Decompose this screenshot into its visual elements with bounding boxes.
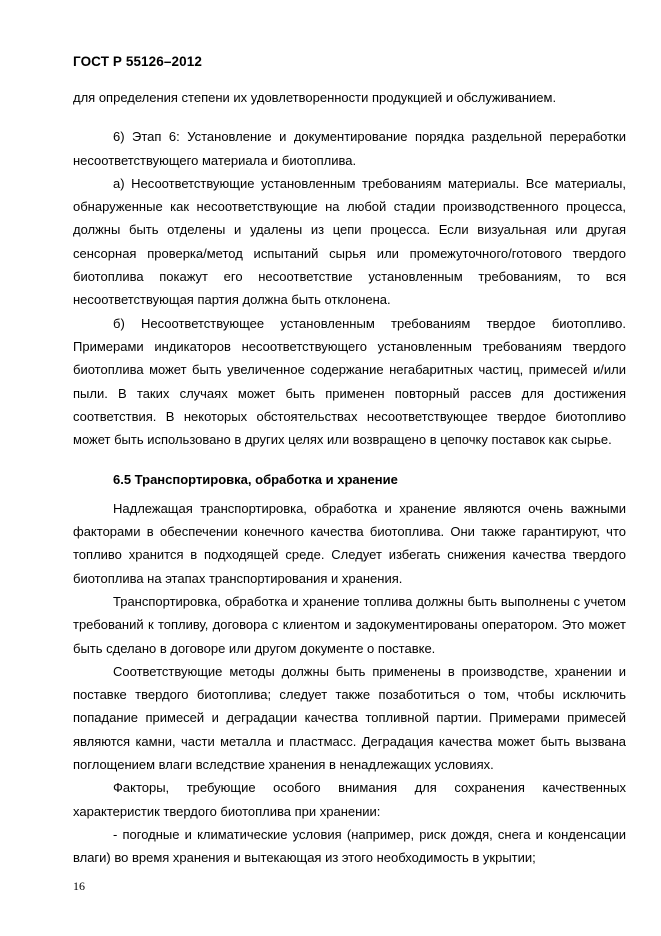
paragraph-continuation: для определения степени их удовлетворенности продукцией и обслуживанием. bbox=[73, 90, 557, 105]
section-heading-6-5: 6.5 Транспортировка, обработка и хранение bbox=[113, 472, 398, 488]
page-content bbox=[73, 86, 626, 870]
paragraph-proper-transport: Надлежащая транспортировка, обработка и хранение являются очень важными факторами в обеспечении конечного качества биотоплива. Они также гарантируют, что топливо хранится в подходящей среде. Следует избегать снижения качества твердого биотоплива на этапах транспортирования и хранения. bbox=[73, 500, 626, 586]
standard-header: ГОСТ Р 55126–2012 bbox=[73, 54, 202, 69]
list-item-weather-conditions: - погодные и климатические условия (например, риск дождя, снега и конденсации влаги) во время хранения и вытекающая из этого необходимость в укрытии; bbox=[73, 826, 626, 866]
paragraph-appropriate-methods: Соответствующие методы должны быть применены в производстве, хранении и поставке твердого биотоплива; следует также позаботиться о том, чтобы исключить попадание примесей и деградации качества топливной партии. Примерами примесей являются камни, части металла и пластмасс. Деградация качества может быть вызвана поглощением влаги вследствие хранения в ненадлежащих условиях. bbox=[73, 663, 626, 773]
page-number: 16 bbox=[73, 879, 85, 893]
paragraph-stage-6: 6) Этап 6: Установление и документирование порядка раздельной переработки несоответствующего материала и биотоплива. bbox=[73, 129, 626, 168]
paragraph-storage-factors: Факторы, требующие особого внимания для сохранения качественных характеристик твердого биотоплива при хранении: bbox=[73, 780, 626, 819]
paragraph-transport-requirements: Транспортировка, обработка и хранение топлива должны быть выполнены с учетом требований к топливу, договора с клиентом и задокументированы оператором. Это может быть сделано в договоре или другом документе о поставке. bbox=[73, 593, 626, 656]
paragraph-nonconforming-biofuel: б) Несоответствующее установленным требованиям твердое биотопливо. Примерами индикаторов несоответствующего установленным требованиям твердого биотоплива может быть увеличенное содержание негабаритных частиц, примесей и/или пыли. В таких случаях может быть применен повторный рассев для достижения соответствия. В некоторых обстоятельствах несоответствующее твердое биотопливо может быть использовано в других целях или возвращено в цепочку поставок как сырье. bbox=[73, 315, 626, 448]
paragraph-nonconforming-materials: а) Несоответствующие установленным требованиям материалы. Все материалы, обнаруженные как несоответствующие на любой стадии производственного процесса, должны быть отделены и удалены из цепи процесса. Если визуальная или другая сенсорная проверка/метод испытаний сырья или промежуточного/готового твердого биотоплива покажут его несоответствие установленным требованиям, то вся несоответствующая партия должна быть отклонена. bbox=[73, 175, 626, 308]
